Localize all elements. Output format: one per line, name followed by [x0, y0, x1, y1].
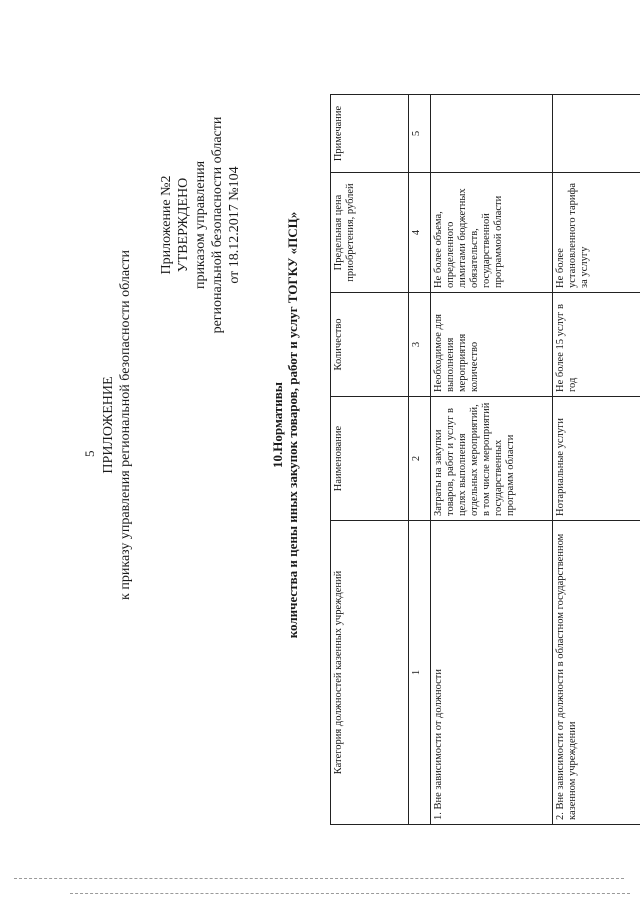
column-number-4: 4: [409, 173, 431, 293]
column-number-row: [409, 95, 431, 825]
scan-edge-line: [70, 893, 630, 894]
table-row: [431, 95, 553, 825]
column-number-2: 2: [409, 397, 431, 521]
row-1-name: Затраты на закупки товаров, работ и услуг в целях выполнения отдельных мероприятий, в том числе мероприятий государственных программ области: [431, 397, 553, 521]
approval-line-4: региональной безопасности области: [210, 116, 225, 334]
approval-line-2: УТВЕРЖДЕНО: [176, 177, 191, 273]
approval-line-1: Приложение №2: [159, 175, 174, 275]
row-1-note: [431, 95, 553, 173]
page-number: 5: [82, 450, 97, 457]
approval-line-5: от 18.12.2017 №104: [227, 166, 242, 284]
table-header-row: [331, 95, 409, 825]
header-name: Наименование: [331, 397, 409, 521]
section-title-block: [270, 145, 300, 705]
row-2-note: [553, 95, 640, 173]
row-2-name: Нотариальные услуги: [553, 397, 640, 521]
row-2-quantity: Не более 15 услуг в год: [553, 293, 640, 397]
row-2-category: 2. Вне зависимости от должности в областном государственном казенном учреждении: [553, 521, 640, 825]
header-note: Примечание: [331, 95, 409, 173]
row-1-category: 1. Вне зависимости от должности: [431, 521, 553, 825]
norms-table: [330, 94, 640, 825]
approval-block: [158, 75, 243, 375]
approval-line-3: приказом управления: [193, 160, 208, 290]
section-number-title: 10.Нормативы: [270, 382, 285, 468]
row-1-price: Не более объема, определенного лимитами бюджетных обязательств, государственной программой области: [431, 173, 553, 293]
section-description: количества и цены иных закупок товаров, работ и услуг ТОГКУ «ПСЦ»: [285, 211, 300, 639]
appendix-title: ПРИЛОЖЕНИЕ: [101, 376, 116, 474]
header-price: Предельная цена приобретения, рублей: [331, 173, 409, 293]
column-number-1: 1: [409, 521, 431, 825]
column-number-3: 3: [409, 293, 431, 397]
header-quantity: Количество: [331, 293, 409, 397]
header-category: Категория должностей казенных учреждений: [331, 521, 409, 825]
appendix-block: [100, 175, 134, 675]
row-1-quantity: Необходимое для выполнения мероприятия количество: [431, 293, 553, 397]
row-2-price: Не более установленного тарифа за услугу: [553, 173, 640, 293]
appendix-subtitle: к приказу управления региональной безопасности области: [118, 250, 133, 600]
scan-edge-line: [14, 878, 624, 879]
column-number-5: 5: [409, 95, 431, 173]
table-row: [553, 95, 640, 825]
